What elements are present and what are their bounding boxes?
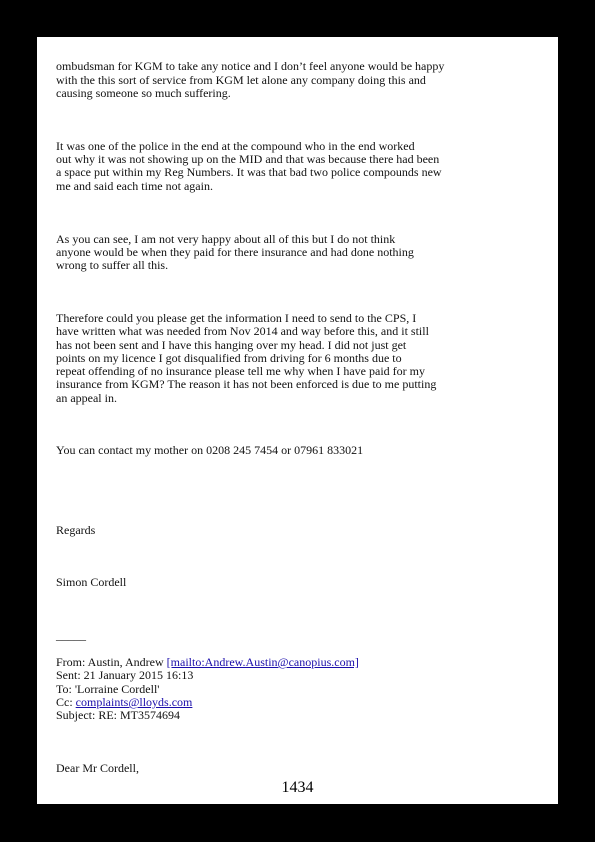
body-text-line: points on my licence I got disqualified from driving for 6 months due to: [56, 351, 402, 365]
page-number: 1434: [281, 779, 314, 796]
document-page: [37, 37, 558, 804]
greeting-line: Dear Mr Cordell,: [56, 761, 139, 775]
body-text-line: As you can see, I am not very happy about all of this but I do not think: [56, 232, 396, 246]
body-text-line: ombudsman for KGM to take any notice and I don’t feel anyone would be happy: [56, 59, 445, 73]
email-subject-line: Subject: RE: MT3574694: [56, 708, 180, 722]
body-text-line: a space put within my Reg Numbers. It was that bad two police compounds new: [56, 165, 442, 179]
body-text-line: insurance from KGM? The reason it has not been enforced is due to me putting: [56, 377, 437, 391]
email-to-line: To: 'Lorraine Cordell': [56, 682, 160, 696]
email-cc-label: Cc:: [56, 695, 76, 709]
email-cc-link[interactable]: complaints@lloyds.com: [75, 695, 193, 709]
body-text-line: have written what was needed from Nov 2014 and way before this, and it still: [56, 324, 429, 338]
closing-regards: Regards: [56, 523, 96, 537]
body-text-line: has not been sent and I have this hanging over my head. I did not just get: [56, 338, 407, 352]
body-text-line: Therefore could you please get the information I need to send to the CPS, I: [56, 311, 417, 325]
body-text-line: It was one of the police in the end at the compound who in the end worked: [56, 139, 415, 153]
contact-line: You can contact my mother on 0208 245 7454 or 07961 833021: [56, 443, 364, 457]
email-separator: _____: [56, 628, 86, 642]
signature-name: Simon Cordell: [56, 575, 127, 589]
body-text-line: causing someone so much suffering.: [56, 86, 231, 100]
email-from-link[interactable]: [mailto:Andrew.Austin@canopius.com]: [166, 655, 359, 669]
body-text-line: out why it was not showing up on the MID and that was because there had been: [56, 152, 440, 166]
body-text-line: an appeal in.: [56, 391, 117, 405]
email-from-label: From: Austin, Andrew: [56, 655, 167, 669]
body-text-line: me and said each time not again.: [56, 179, 213, 193]
email-sent-line: Sent: 21 January 2015 16:13: [56, 668, 194, 682]
body-text-line: with the this sort of service from KGM let alone any company doing this and: [56, 73, 426, 87]
body-text-line: wrong to suffer all this.: [56, 258, 169, 272]
body-text-line: repeat offending of no insurance please tell me why when I have paid for my: [56, 364, 425, 378]
body-text-line: anyone would be when they paid for there insurance and had done nothing: [56, 245, 414, 259]
